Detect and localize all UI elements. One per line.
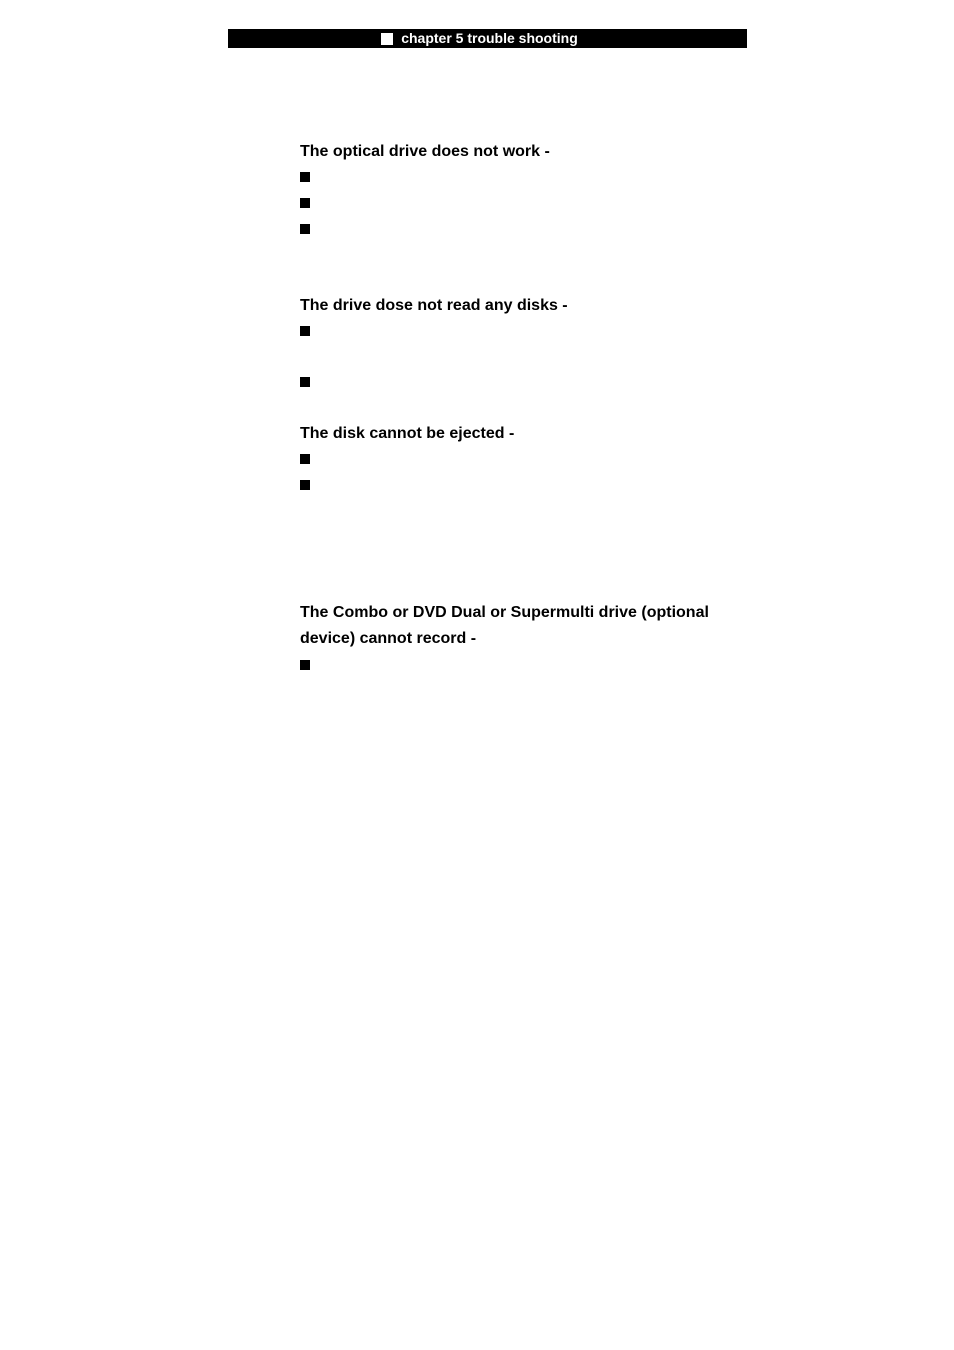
- section-heading-read-disks: The drive dose not read any disks -: [300, 297, 568, 314]
- bullet-square-icon: [300, 480, 311, 491]
- header-square-icon: [381, 33, 393, 45]
- bullet-square-icon: [300, 198, 311, 209]
- chapter-title: chapter 5 trouble shooting: [401, 30, 578, 46]
- section-heading-eject: The disk cannot be ejected -: [300, 425, 515, 442]
- bullet-square-icon: [300, 224, 311, 235]
- section-heading-optical-drive: The optical drive does not work -: [300, 143, 550, 160]
- bullet-square-icon: [300, 660, 311, 671]
- bullet-square-icon: [300, 377, 311, 388]
- bullet-square-icon: [300, 326, 311, 337]
- chapter-header-bar: [228, 29, 747, 48]
- section-heading-record: The Combo or DVD Dual or Supermulti drive (optional device) cannot record -: [300, 604, 709, 647]
- bullet-square-icon: [300, 454, 311, 465]
- bullet-square-icon: [300, 172, 311, 183]
